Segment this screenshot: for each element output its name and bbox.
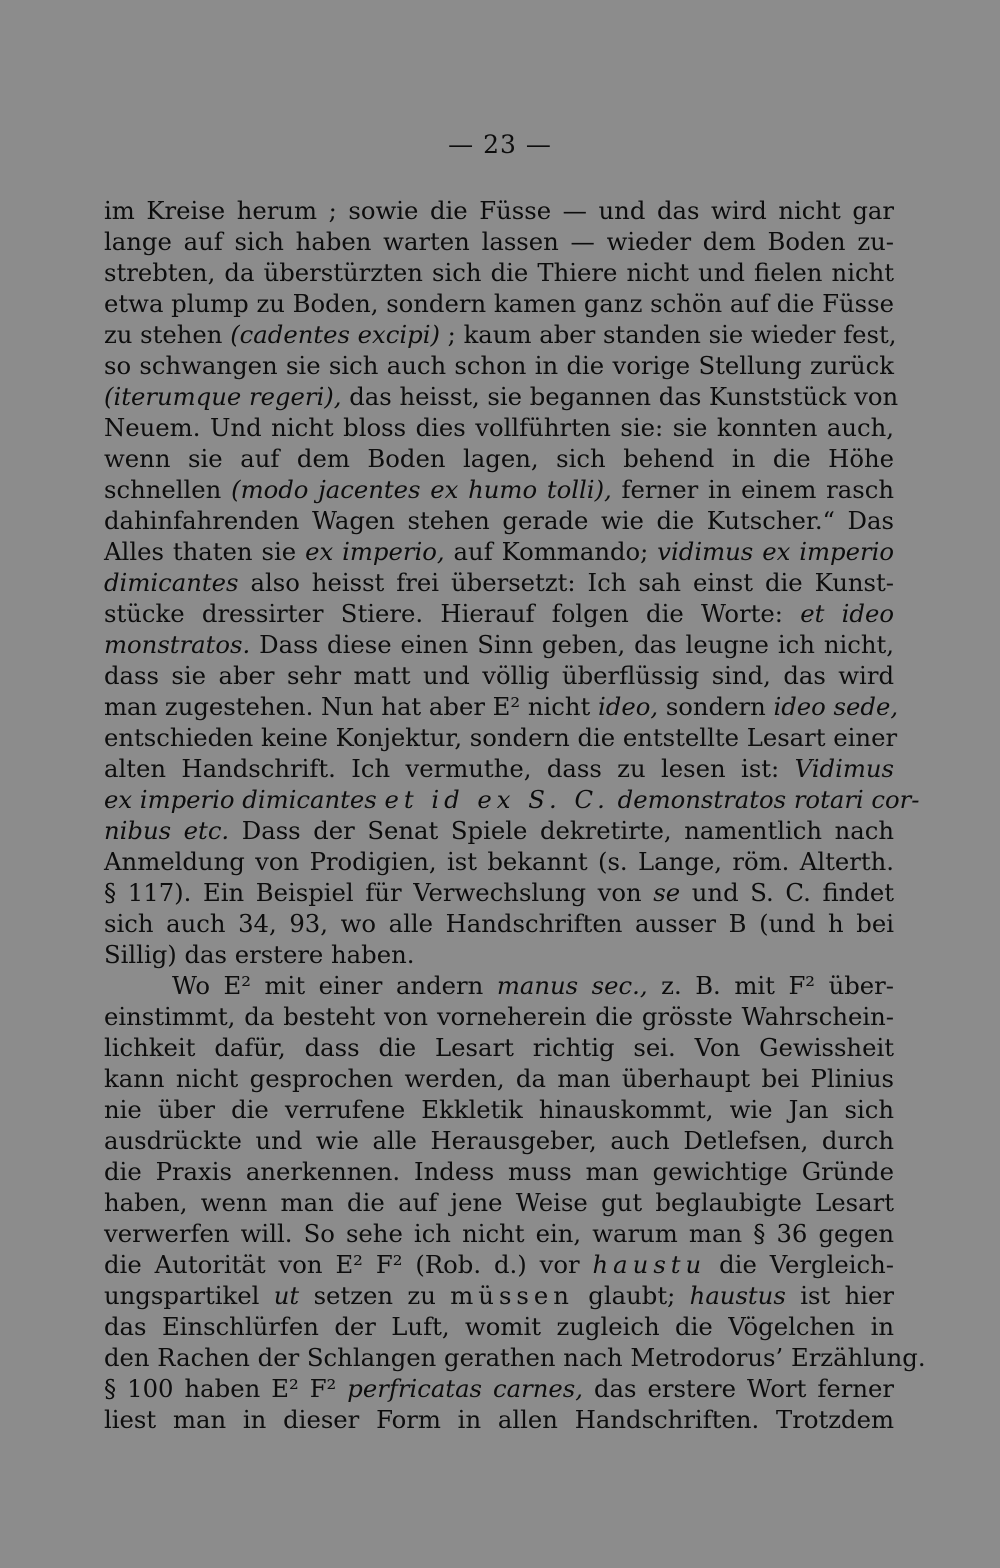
text-segment: einstimmt, da besteht von vorneherein die grösste Wahrschein- xyxy=(104,1002,894,1031)
text-line xyxy=(104,1311,894,1342)
text-line xyxy=(104,1373,894,1404)
italic-text: Vidimus xyxy=(794,754,894,783)
text-segment: sondern xyxy=(658,692,774,721)
text-segment: auf Kommando; xyxy=(444,537,658,566)
text-line xyxy=(104,753,894,784)
italic-text: demonstratos rotari cor- xyxy=(617,785,920,814)
text-segment: alten Handschrift. Ich vermuthe, dass zu lesen ist: xyxy=(104,754,795,783)
text-segment xyxy=(610,785,618,814)
italic-text: et ideo xyxy=(800,599,894,628)
text-segment: Wo E² mit einer andern xyxy=(172,971,497,1000)
text-line xyxy=(104,846,894,877)
italic-text: ex imperio, xyxy=(305,537,445,566)
text-segment: so schwangen sie sich auch schon in die vorige Stellung zurück xyxy=(104,351,894,380)
text-segment: zu stehen xyxy=(104,320,231,349)
text-segment: Sillig) das erstere haben. xyxy=(104,940,415,969)
text-segment: Dass diese einen Sinn geben, das leugne ich nicht, xyxy=(250,630,894,659)
italic-text: monstratos. xyxy=(104,630,251,659)
text-segment: also heisst frei übersetzt: Ich sah einst die Kunst- xyxy=(238,568,894,597)
text-line xyxy=(104,939,894,970)
text-segment: ungspartikel xyxy=(104,1281,274,1310)
italic-text: (cadentes excipi) xyxy=(230,320,440,349)
text-segment: strebten, da überstürzten sich die Thiere nicht und fielen nicht xyxy=(104,258,894,287)
text-line xyxy=(104,536,894,567)
text-segment: stücke dressirter Stiere. Hierauf folgen die Worte: xyxy=(104,599,801,628)
text-segment: die Autorität von E² F² (Rob. d.) vor xyxy=(104,1250,593,1279)
text-segment: dahinfahrenden Wagen stehen gerade wie die Kutscher.“ Das xyxy=(104,506,894,535)
text-segment: man zugestehen. Nun hat aber E² nicht xyxy=(104,692,599,721)
text-line xyxy=(104,1156,894,1187)
text-line xyxy=(104,815,894,846)
text-segment: das erstere Wort ferner xyxy=(582,1374,894,1403)
text-line xyxy=(104,722,898,753)
text-line xyxy=(104,629,894,660)
text-line xyxy=(104,908,894,939)
text-segment: lange auf sich haben warten lassen — wieder dem Boden zu- xyxy=(104,227,894,256)
text-line xyxy=(104,350,894,381)
text-line xyxy=(104,1249,894,1280)
text-line xyxy=(104,1342,926,1373)
text-line xyxy=(104,1032,894,1063)
text-line xyxy=(104,226,894,257)
text-line xyxy=(104,257,894,288)
text-line xyxy=(104,691,899,722)
text-segment: im Kreise herum ; sowie die Füsse — und das wird nicht gar xyxy=(104,196,894,225)
text-segment: lichkeit dafür, dass die Lesart richtig sei. Von Gewissheit xyxy=(104,1033,894,1062)
italic-text: manus sec., xyxy=(496,971,648,1000)
italic-text: et id ex S. C. xyxy=(384,785,610,814)
text-segment: die Vergleich- xyxy=(706,1250,894,1279)
text-segment: nie über die verrufene Ekkletik hinauskommt, wie Jan sich xyxy=(104,1095,894,1124)
text-segment: § 117). Ein Beispiel für Verwechslung von xyxy=(104,878,654,907)
text-segment: das heisst, sie begannen das Kunststück von xyxy=(341,382,899,411)
text-segment: Dass der Senat Spiele dekretirte, namentlich nach xyxy=(229,816,894,845)
italic-text: perfricatas carnes, xyxy=(347,1374,583,1403)
italic-text: vidimus ex imperio xyxy=(657,537,894,566)
text-segment: ferner in einem rasch xyxy=(611,475,894,504)
text-segment: schnellen xyxy=(104,475,232,504)
text-segment: dass sie aber sehr matt und völlig überflüssig sind, das wird xyxy=(104,661,894,690)
text-segment: setzen zu xyxy=(299,1281,451,1310)
text-segment: sich auch 34, 93, wo alle Handschriften ausser B (und h bei xyxy=(104,909,894,938)
text-line xyxy=(104,319,897,350)
text-segment: ; kaum aber standen sie wieder fest, xyxy=(439,320,897,349)
italic-text: ex imperio dimicantes xyxy=(104,785,377,814)
text-segment: ausdrückte und wie alle Herausgeber, auch Detlefsen, durch xyxy=(104,1126,894,1155)
text-line xyxy=(104,970,894,1001)
italic-text: ut xyxy=(273,1281,300,1310)
text-segment: die Praxis anerkennen. Indess muss man gewichtige Gründe xyxy=(104,1157,894,1186)
body-text xyxy=(104,195,926,1435)
text-line xyxy=(104,381,899,412)
italic-text: (modo jacentes ex humo tolli), xyxy=(231,475,612,504)
text-segment: etwa plump zu Boden, sondern kamen ganz schön auf die Füsse xyxy=(104,289,894,318)
text-segment: Alles thaten sie xyxy=(104,537,306,566)
page-number: — 23 — xyxy=(448,130,552,159)
text-line xyxy=(104,1063,894,1094)
text-line xyxy=(104,1404,894,1435)
text-segment: müssen xyxy=(450,1281,574,1310)
text-line xyxy=(104,195,894,226)
text-segment: Anmeldung von Prodigien, ist bekannt (s. Lange, röm. Alterth. xyxy=(104,847,894,876)
text-line xyxy=(104,660,894,691)
text-line xyxy=(104,443,894,474)
text-line xyxy=(104,784,920,815)
text-segment: kann nicht gesprochen werden, da man überhaupt bei Plinius xyxy=(104,1064,894,1093)
text-segment: entschieden keine Konjektur, sondern die entstellte Lesart einer xyxy=(104,723,898,752)
italic-text: (iterumque regeri), xyxy=(104,382,342,411)
italic-text: ideo sede, xyxy=(773,692,899,721)
text-line xyxy=(104,598,894,629)
text-segment: und S. C. findet xyxy=(680,878,895,907)
text-line xyxy=(104,474,894,505)
italic-text: haustu xyxy=(592,1250,707,1279)
italic-text: se xyxy=(653,878,681,907)
text-segment: Neuem. Und nicht bloss dies vollführten sie: sie konnten auch, xyxy=(104,413,894,442)
italic-text: dimicantes xyxy=(104,568,239,597)
text-segment: verwerfen will. So sehe ich nicht ein, warum man § 36 gegen xyxy=(104,1219,894,1248)
text-segment: ist hier xyxy=(785,1281,895,1310)
text-segment: z. B. mit F² über- xyxy=(647,971,894,1000)
text-segment: haben, wenn man die auf jene Weise gut beglaubigte Lesart xyxy=(104,1188,894,1217)
text-segment: wenn sie auf dem Boden lagen, sich behend in die Höhe xyxy=(104,444,894,473)
text-line xyxy=(104,288,894,319)
text-line xyxy=(104,1187,894,1218)
text-line xyxy=(104,1125,894,1156)
italic-text: ideo, xyxy=(598,692,659,721)
text-segment: liest man in dieser Form in allen Handschriften. Trotzdem xyxy=(104,1405,894,1434)
text-segment: das Einschlürfen der Luft, womit zugleich die Vögelchen in xyxy=(104,1312,894,1341)
text-line xyxy=(104,1001,894,1032)
text-line xyxy=(104,567,894,598)
text-segment xyxy=(377,785,385,814)
text-line xyxy=(104,412,894,443)
text-line xyxy=(104,1280,894,1311)
text-segment: § 100 haben E² F² xyxy=(104,1374,348,1403)
text-segment: glaubt; xyxy=(573,1281,690,1310)
italic-text: nibus etc. xyxy=(104,816,230,845)
italic-text: haustus xyxy=(689,1281,786,1310)
text-line xyxy=(104,1094,894,1125)
text-line xyxy=(104,505,894,536)
text-line xyxy=(104,1218,894,1249)
text-segment: den Rachen der Schlangen gerathen nach Metrodorus’ Erzählung. xyxy=(104,1343,926,1372)
text-line xyxy=(104,877,894,908)
